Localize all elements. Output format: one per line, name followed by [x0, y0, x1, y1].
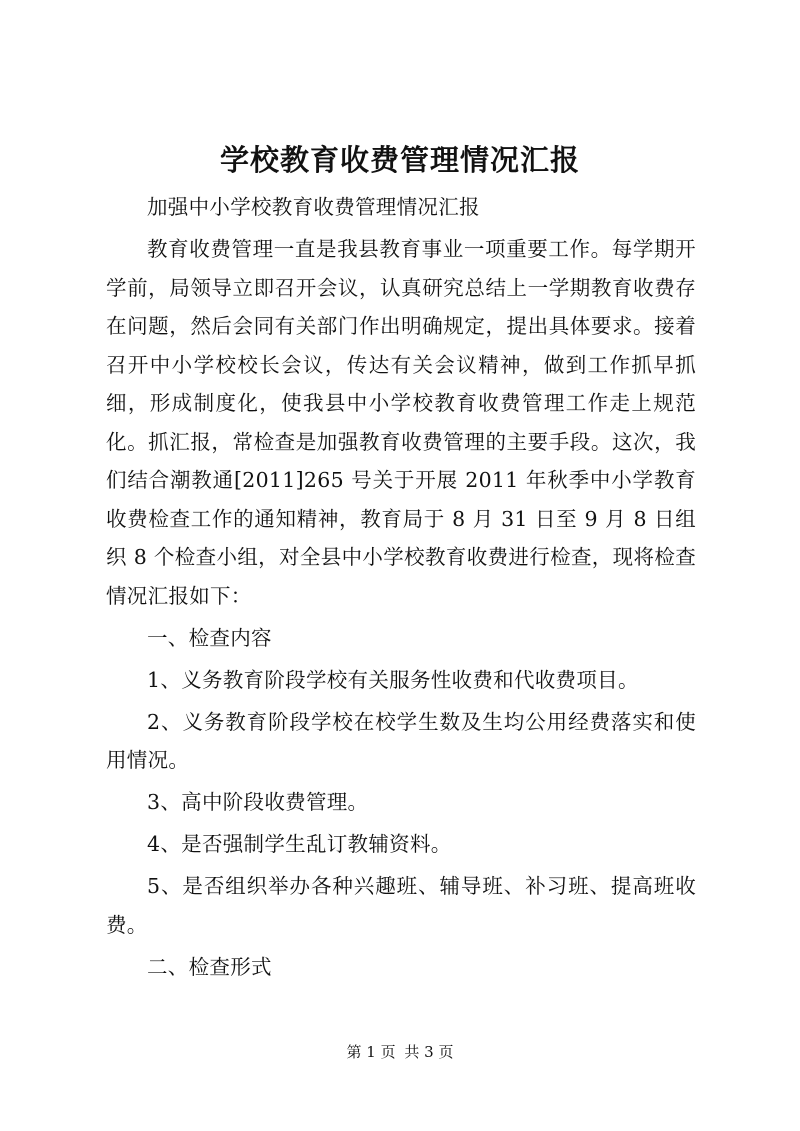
page-footer [0, 1042, 800, 1062]
page-number: 第 1 页 [346, 1043, 396, 1061]
subtitle-paragraph: 加强中小学校教育收费管理情况汇报 [147, 195, 480, 219]
document-title: 学校教育收费管理情况汇报 [219, 143, 580, 177]
list-item-1: 1、义务教育阶段学校有关服务性收费和代收费项目。 [147, 667, 639, 692]
list-item-4: 4、是否强制学生乱订教辅资料。 [147, 832, 452, 856]
page-total: 共 3 页 [404, 1043, 454, 1061]
section-heading-inspection-form: 二、检查形式 [147, 954, 272, 979]
intro-paragraph: 教育收费管理一直是我县教育事业一项重要工作。每学期开学前，局领导立即召开会议，认真研究总结上一学期教育收费存在问题，然后会同有关部门作出明确规定，提出具体要求。接着召开中小学校校长会议，传达有关会议精神，做到工作抓早抓细，形成制度化，使我县中小学校教育收费管理工作走上规范化。抓汇报，常检查是加强教育收费管理的主要手段。这次，我们结合潮教通[2011]265 号关于开展 2011 年秋季中小学教育收费检查工作的通知精神，教育局于 8 月 31 日至 9 月 8 日组织 8 个检查小组，对全县中小学校教育收费进行检查，现将检查情况汇报如下： [106, 237, 696, 608]
section-heading-inspection-content: 一、检查内容 [147, 625, 272, 650]
list-item-2: 2、义务教育阶段学校在校学生数及生均公用经费落实和使用情况。 [106, 709, 696, 772]
list-item-3: 3、高中阶段收费管理。 [147, 790, 369, 814]
list-item-5: 5、是否组织举办各种兴趣班、辅导班、补习班、提高班收费。 [106, 874, 696, 937]
document-body [106, 188, 696, 990]
